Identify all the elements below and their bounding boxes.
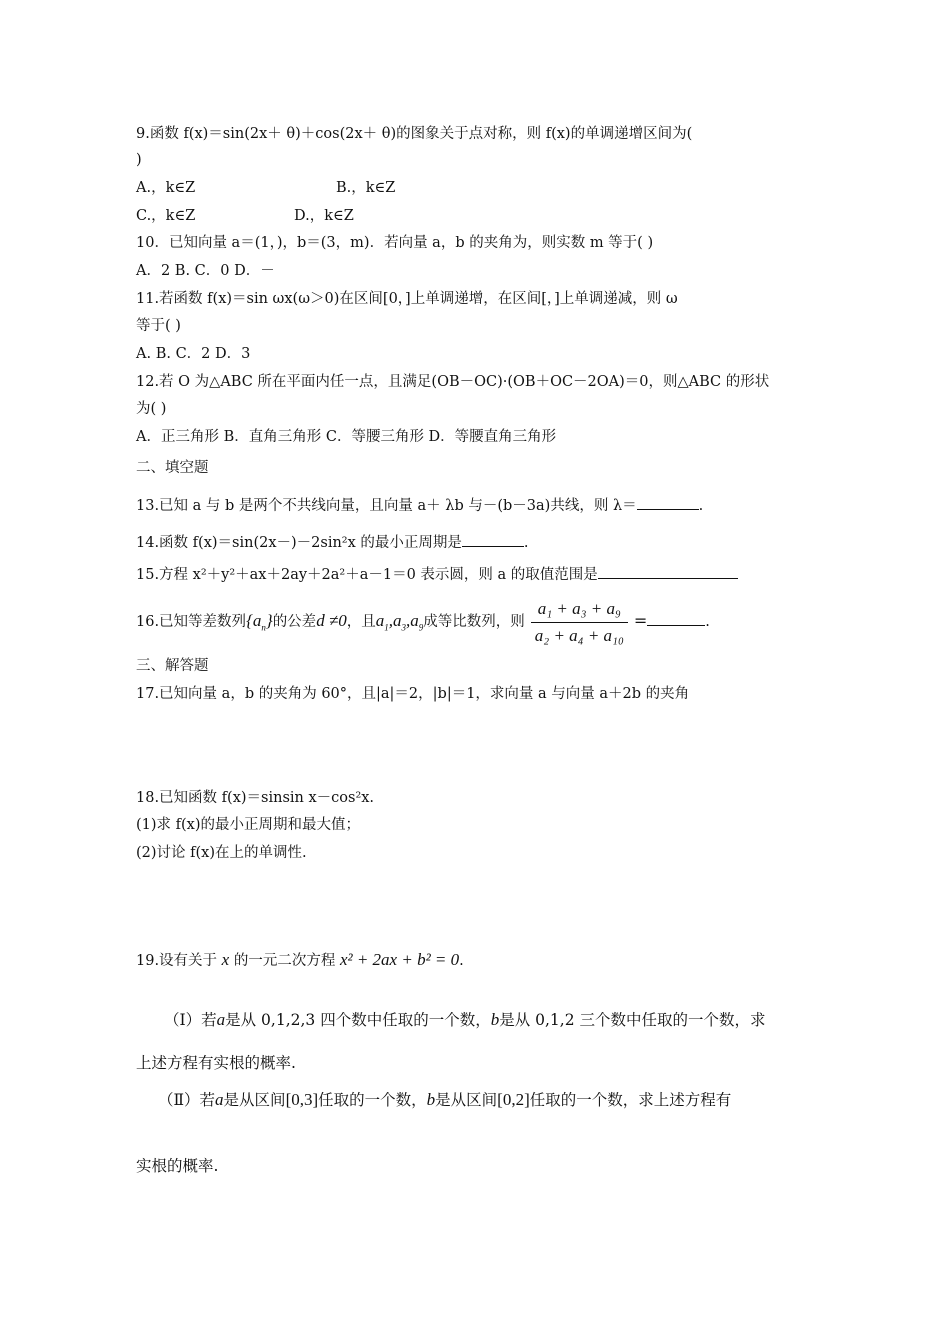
q16-mid3: 成等比数列，则 — [423, 614, 525, 630]
q13-text: 13.已知 a 与 b 是两个不共线向量，且向量 a＋ λb 与－(b－3a)共线，则 λ＝ — [136, 498, 637, 514]
q19-part2 — [158, 1090, 731, 1110]
q11-line1: 11.若函数 f(x)＝sin ωx(ω＞0)在区间[0，]上单调递增，在区间[，]上单调递减，则 ω — [136, 291, 678, 307]
q16-terms: $a_1,a_3,a_9$ — [375, 611, 424, 633]
q19-part1-b: 是从 0,1,2,3 四个数中任取的一个数， — [225, 1011, 491, 1029]
q19-part1-var-a: a — [216, 1010, 226, 1029]
section-fill-in-heading: 二、填空题 — [136, 460, 209, 476]
q12-line1: 12.若 O 为△ABC 所在平面内任一点，且满足(OB－OC)·(OB＋OC－2OA)＝0，则△ABC 的形状 — [136, 374, 770, 390]
q19-part1-var-b: b — [490, 1010, 500, 1029]
q18-line2: (1)求 f(x)的最小正周期和最大值； — [136, 817, 361, 833]
q12-options: A．正三角形 B．直角三角形 C．等腰三角形 D．等腰直角三角形 — [136, 429, 557, 445]
q19-part2-a: （Ⅱ）若 — [158, 1091, 216, 1109]
q16-denominator: a₂ + a₄ + a₁₀ — [534, 625, 624, 645]
q13: 13.已知 a 与 b 是两个不共线向量，且向量 a＋ λb 与－(b－3a)共线，则 λ＝ . — [136, 495, 703, 516]
q16-equals: = — [633, 611, 648, 630]
q18-line1: 18.已知函数 f(x)＝sinsin x－cos²x. — [136, 790, 375, 806]
q19-interval-1: [0,3] — [285, 1090, 319, 1109]
q19-prefix: 19.设有关于 — [136, 953, 218, 969]
q9-option-a: A.，k∈Z — [136, 180, 196, 196]
q19-mid: 的一元二次方程 — [233, 953, 336, 969]
q11-options: A. B. C．2 D．3 — [136, 346, 251, 362]
q9-option-b: B.，k∈Z — [336, 180, 396, 196]
q19-part1-line2: 上述方程有实根的概率. — [136, 1054, 296, 1072]
q19-part2-c: 任取的一个数， — [318, 1091, 427, 1109]
q10-line1: 10．已知向量 a＝(1，)，b＝(3，m)．若向量 a，b 的夹角为，则实数 m 等于( ) — [136, 235, 654, 251]
q18-line3: (2)讨论 f(x)在上的单调性. — [136, 845, 307, 861]
q19-part2-var-b: b — [426, 1090, 436, 1109]
q12-line2: 为( ) — [136, 401, 167, 417]
q19-part2-d: 是从区间 — [435, 1091, 498, 1109]
q13-answer-blank — [637, 495, 699, 510]
q16-numerator: a₁ + a₃ + a₉ — [531, 598, 628, 623]
q16-prefix: 16.已知等差数列 — [136, 614, 247, 630]
q16: 16.已知等差数列$\{a_n\}$的公差d ≠0，且$a_1,a_3,a_9$成等比数列，则 $\frac{\text{a₁ + a₃ + a₉}}{\text{a₂ + a₄ + a₁₀}}$ = . — [136, 598, 710, 645]
q16-mid2: ，且 — [346, 614, 376, 630]
q19-var-x: x — [221, 950, 230, 969]
q17: 17.已知向量 a，b 的夹角为 60°，且|a|＝2，|b|＝1，求向量 a 与向量 a＋2b 的夹角 — [136, 686, 690, 702]
q9-option-c: C.，k∈Z — [136, 208, 196, 224]
q19-part1 — [164, 1010, 766, 1030]
q9-option-d: D.，k∈Z — [294, 208, 354, 224]
q9-line2: ) — [136, 152, 142, 168]
q19-part2-var-a: a — [215, 1090, 224, 1109]
q19-end: . — [459, 953, 464, 969]
q19-part2-line2: 实根的概率. — [136, 1157, 219, 1175]
q19-part2-e: 任取的一个数，求上述方程有 — [529, 1091, 732, 1109]
q15-answer-blank — [598, 564, 738, 579]
q19-part1-c: 是从 0,1,2 三个数中任取的一个数，求 — [499, 1011, 766, 1029]
q19-part1-a: （Ⅰ）若 — [164, 1011, 217, 1029]
q16-answer-blank — [647, 611, 705, 626]
q19-part2-b: 是从区间 — [223, 1091, 286, 1109]
section-answer-heading: 三、解答题 — [136, 658, 209, 674]
q10-options: A．2 B. C．0 D．－ — [136, 263, 275, 279]
q14-answer-blank — [462, 532, 524, 547]
q16-fraction — [531, 598, 628, 647]
q15 — [136, 564, 738, 585]
q16-sequence-symbol: $\{a_n\}$ — [246, 611, 273, 633]
q15-text: 15.方程 x²＋y²＋ax＋2ay＋2a²＋a－1＝0 表示圆，则 a 的取值范围是 — [136, 567, 598, 583]
q14-text: 14.函数 f(x)＝sin(2x－)－2sin²x 的最小正周期是 — [136, 535, 462, 551]
q16-mid1: 的公差 — [272, 614, 317, 630]
q19-equation: x² + 2ax + b² = 0 — [339, 950, 460, 969]
q19-interval-2: [0,2] — [497, 1090, 530, 1109]
q14: 14.函数 f(x)＝sin(2x－)－2sin²x 的最小正周期是 . — [136, 532, 529, 553]
q11-line2: 等于( ) — [136, 318, 181, 334]
q19-stem — [136, 950, 464, 971]
q9-line1: 9.函数 f(x)＝sin(2x＋ θ)＋cos(2x＋ θ)的图象关于点对称，则 f(x)的单调递增区间为( — [136, 126, 693, 142]
q16-diff-condition: d ≠0 — [316, 611, 347, 630]
